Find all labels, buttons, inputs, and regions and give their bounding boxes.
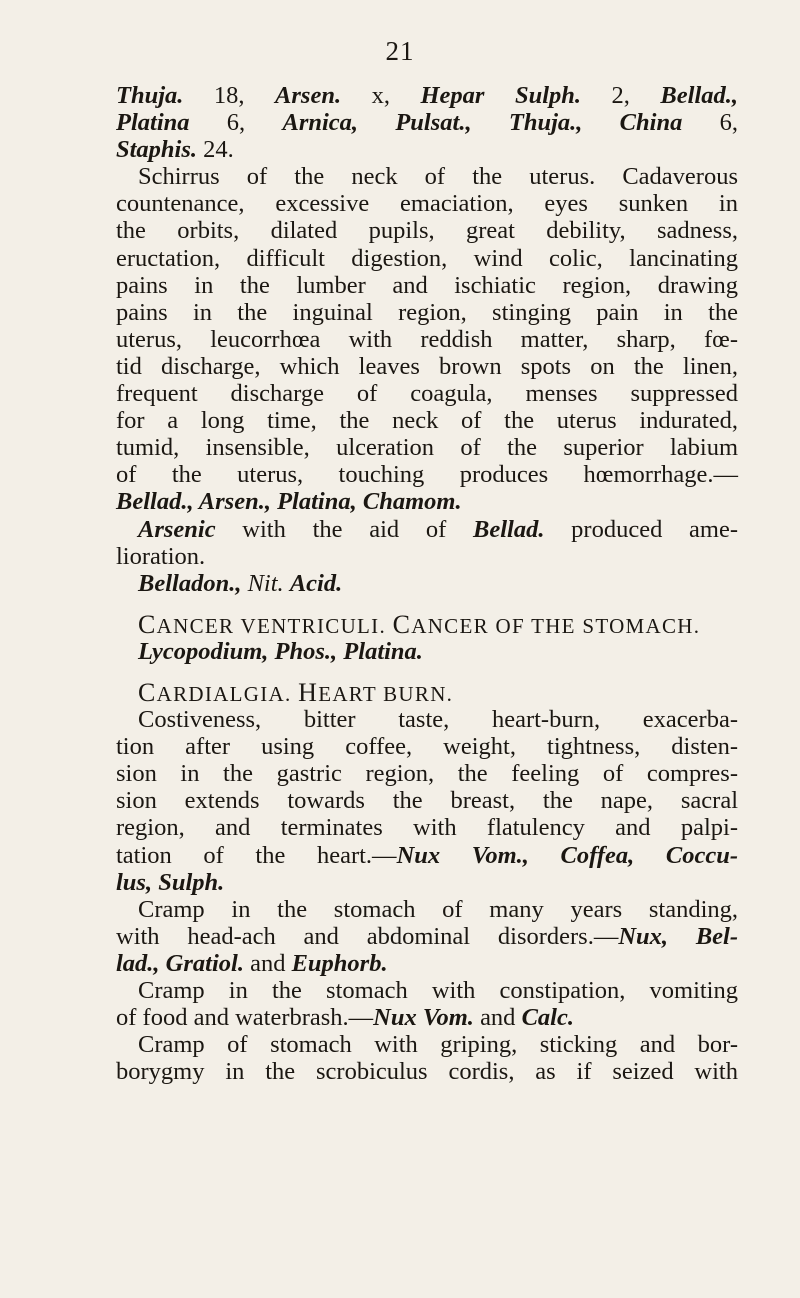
remedy-name: Nux Vom., Coffea, Coccu- [396,841,738,869]
heading-rest: ANCER OF THE STOMACH. [411,613,701,638]
remedy-name: Arsenic [138,515,216,543]
heading-cap: C [138,677,157,707]
remedy-name: Hepar Sulph. [420,82,582,109]
remedy-name: Arnica, Pulsat., Thuja., China [282,109,683,137]
heading-rest: EART BURN. [318,681,454,706]
remedy-name: Calc. [521,1004,574,1032]
remedy-name: Nux Vom. [373,1004,474,1032]
body-line: tid discharge, which leaves brown spots on the linen, [116,352,738,380]
remedy-name: Arsen. [275,82,342,109]
remedy-line [116,136,738,163]
text-run: and [243,949,292,977]
spacer [116,597,738,611]
dose: 6, [189,109,283,137]
body-line: countenance, excessive emaciation, eyes sunken in [116,190,738,218]
body-line: uterus, leucorrhœa with reddish matter, sharp, fœ- [116,325,738,353]
remedy-line [116,109,738,136]
text-run: tation of the heart.— [116,841,397,869]
heading-cap: C [392,609,412,639]
dose: 2, [581,82,661,109]
remedy-line [116,82,738,109]
body-line: tumid, insensible, ulceration of the superior labium [116,434,738,462]
remedy-name: Belladon., [138,569,242,597]
body-line: Cramp in the stomach with constipation, vomiting [138,977,738,1004]
body-line: sion in the gastric region, the feeling of compres- [116,760,738,788]
body-line: the orbits, dilated pupils, great debility, sadness, [116,217,738,245]
text-run: and [473,1004,522,1032]
heading-cap: C [138,609,157,639]
remedy-name: Bellad. [472,515,545,543]
remedy-line [116,950,738,977]
remedy-name: Thuja. [116,82,184,109]
remedy-name: Staphis. [116,136,198,164]
section-heading [116,679,738,706]
remedy-name: Nux, Bel- [618,922,739,950]
remedy-name: Nit. [241,569,290,597]
page-body [116,82,738,1085]
body-line: of the uterus, touching produces hœmorrhage.— [116,461,738,489]
text-run: with the aid of [215,515,473,543]
body-line: sion extends towards the breast, the nape, sacral [116,787,738,815]
remedy-line: Lycopodium, Phos., Platina. [138,637,423,665]
section-heading [116,611,738,638]
body-line [116,1004,738,1031]
body-line: Cramp of stomach with griping, sticking and bor- [138,1031,738,1059]
heading-rest: ANCER VENTRICULI. [156,613,393,638]
body-line: lioration. [116,542,206,570]
dose: 6, [682,109,739,137]
body-line [116,516,738,543]
body-line: for a long time, the neck of the uterus indurated, [116,407,738,435]
remedy-name: Bellad., [116,488,194,516]
body-line: frequent discharge of coagula, menses suppressed [116,380,738,408]
remedy-line: lus, Sulph. [116,868,225,896]
spacer [116,665,738,679]
text-run: produced ame- [544,515,738,543]
body-line [116,842,738,869]
remedy-name: lad., Gratiol. [116,949,244,977]
body-line [116,923,738,950]
remedy-name: Bellad., [660,82,739,109]
text-run: of food and waterbrash.— [116,1004,374,1032]
remedy-name: Arsen., Platina, Chamom. [193,488,462,516]
body-line: pains in the lumber and ischiatic region, drawing [116,271,738,299]
body-line: Cramp in the stomach of many years standing, [138,895,738,923]
remedy-line [116,570,738,597]
text-run: with head-ach and abdominal disorders.— [116,922,619,950]
heading-rest: ARDIALGIA. [156,681,299,706]
body-line: tion after using coffee, weight, tightness, disten- [116,733,738,761]
dose: x, [341,82,421,109]
body-line: region, and terminates with flatulency and palpi- [116,814,738,842]
body-line: pains in the inguinal region, stinging pain in the [116,298,738,326]
dose: 24. [197,136,234,164]
body-line: borygmy in the scrobiculus cordis, as if seized with [116,1058,738,1086]
remedy-name: Euphorb. [291,949,388,977]
page-number: 21 [385,36,415,66]
remedy-line [116,488,738,515]
body-line: Costiveness, bitter taste, heart-burn, exacerba- [138,706,738,734]
body-line: eructation, difficult digestion, wind colic, lancinating [116,244,738,272]
remedy-name: Acid. [289,569,343,597]
remedy-name: Platina [116,109,190,137]
body-line: Schirrus of the neck of the uterus. Cadaverous [138,163,738,191]
heading-cap: H [298,677,319,707]
dose: 18, [183,82,276,109]
